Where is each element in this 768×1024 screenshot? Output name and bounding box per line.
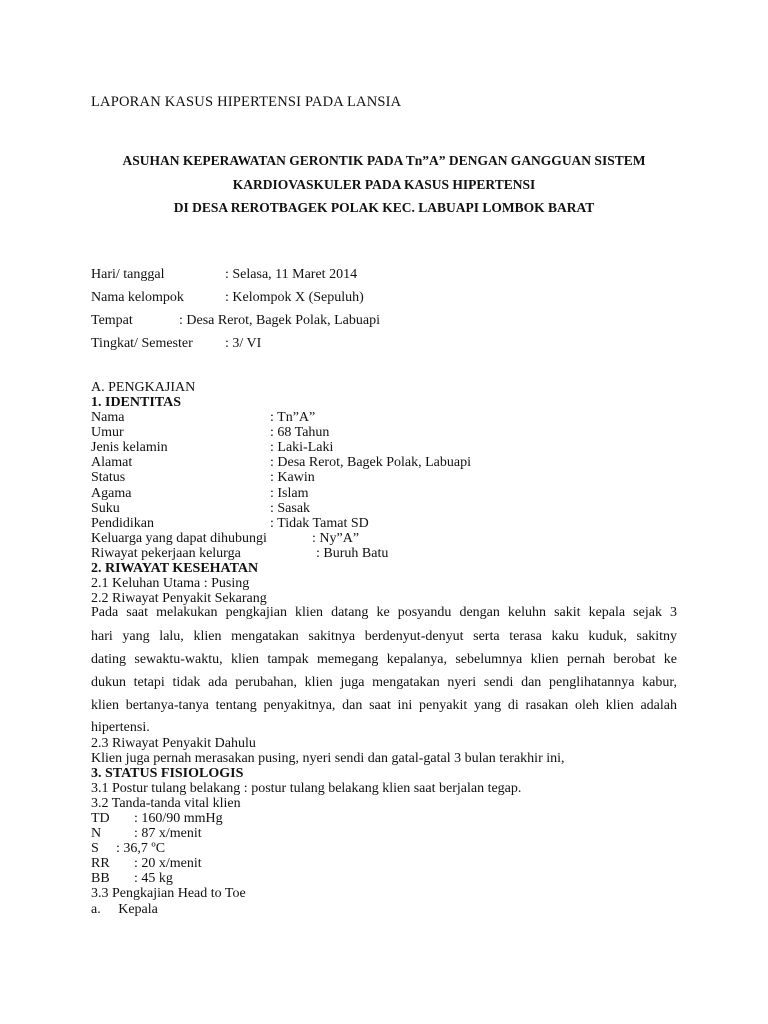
- row-value: : 68 Tahun: [270, 425, 330, 440]
- row-label: Suku: [91, 501, 120, 516]
- vital-label: N: [91, 826, 102, 841]
- vital-label: TD: [91, 811, 110, 826]
- row-value: : Kawin: [270, 470, 315, 485]
- section-a-heading: A. PENGKAJIAN: [91, 380, 196, 395]
- row-value: : Tidak Tamat SD: [270, 516, 369, 531]
- subtitle-line-1: ASUHAN KEPERAWATAN GERONTIK PADA Tn”A” DENGAN GANGGUAN SISTEM: [122, 153, 646, 168]
- vital-value: : 20 x/menit: [134, 856, 202, 871]
- row-value: : Buruh Batu: [316, 546, 389, 561]
- row-label: Umur: [91, 425, 124, 440]
- meta-label: Nama kelompok: [91, 290, 184, 305]
- riwayat-sekarang-heading: 2.2 Riwayat Penyakit Sekarang: [91, 591, 267, 606]
- meta-label: Hari/ tanggal: [91, 267, 165, 282]
- meta-label: Tingkat/ Semester: [91, 336, 193, 351]
- riwayat-dahulu-heading: 2.3 Riwayat Penyakit Dahulu: [91, 736, 256, 751]
- row-label: Pendidikan: [91, 516, 154, 531]
- row-label: Keluarga yang dapat dihubungi: [91, 531, 267, 546]
- kepala-item: a. Kepala: [91, 902, 158, 917]
- vital-label: BB: [91, 871, 110, 886]
- meta-value: : Kelompok X (Sepuluh): [225, 290, 364, 305]
- meta-label: Tempat: [91, 313, 133, 328]
- paragraph-last-line: hipertensi.: [91, 720, 150, 735]
- vital-value: : 45 kg: [134, 871, 173, 886]
- head-to-toe-heading: 3.3 Pengkajian Head to Toe: [91, 886, 246, 901]
- row-value: : Tn”A”: [270, 410, 316, 425]
- row-value: : Desa Rerot, Bagek Polak, Labuapi: [270, 455, 472, 470]
- row-label: Agama: [91, 486, 132, 501]
- row-label: Status: [91, 470, 126, 485]
- vital-value: : 87 x/menit: [134, 826, 202, 841]
- meta-value: : Desa Rerot, Bagek Polak, Labuapi: [179, 313, 381, 328]
- paragraph-line: hari yang lalu, klien mengatakan sakitnya berdenyut-denyut serta terasa kaku kuduk, sakitny: [91, 629, 677, 644]
- keluhan-utama: 2.1 Keluhan Utama : Pusing: [91, 576, 250, 591]
- vital-label: S: [91, 841, 99, 856]
- row-label: Jenis kelamin: [91, 440, 168, 455]
- report-title: LAPORAN KASUS HIPERTENSI PADA LANSIA: [91, 94, 402, 110]
- riwayat-dahulu-text: Klien juga pernah merasakan pusing, nyeri sendi dan gatal-gatal 3 bulan terakhir ini,: [91, 751, 565, 766]
- row-value: : Ny”A”: [312, 531, 360, 546]
- row-label: Riwayat pekerjaan kelurga: [91, 546, 241, 561]
- riwayat-heading: 2. RIWAYAT KESEHATAN: [91, 561, 259, 576]
- row-label: Nama: [91, 410, 125, 425]
- meta-value: : Selasa, 11 Maret 2014: [225, 267, 358, 282]
- subtitle-line-2: KARDIOVASKULER PADA KASUS HIPERTENSI: [232, 177, 536, 192]
- fisiologis-heading: 3. STATUS FISIOLOGIS: [91, 766, 244, 781]
- row-label: Alamat: [91, 455, 133, 470]
- vital-label: RR: [91, 856, 110, 871]
- identitas-heading: 1. IDENTITAS: [91, 395, 181, 410]
- paragraph-line: dukun tetapi tidak ada perubahan, klien juga mengatakan nyeri sendi dan penglihatannya kabur,: [91, 675, 677, 690]
- vital-value: : 160/90 mmHg: [134, 811, 223, 826]
- row-value: : Sasak: [270, 501, 311, 516]
- row-value: : Laki-Laki: [270, 440, 334, 455]
- paragraph-line: klien bertanya-tanya tentang penyakitnya, dan saat ini penyakit yang di rasakan oleh klien adalah: [91, 698, 677, 713]
- ttv-heading: 3.2 Tanda-tanda vital klien: [91, 796, 241, 811]
- subtitle-line-3: DI DESA REROTBAGEK POLAK KEC. LABUAPI LOMBOK BARAT: [173, 200, 595, 215]
- vital-value: : 36,7 ºC: [116, 841, 166, 856]
- postur-text: 3.1 Postur tulang belakang : postur tulang belakang klien saat berjalan tegap.: [91, 781, 522, 796]
- row-value: : Islam: [270, 486, 309, 501]
- meta-value: : 3/ VI: [225, 336, 262, 351]
- paragraph-line: Pada saat melakukan pengkajian klien datang ke posyandu dengan keluhn sakit kepala sejak 3: [91, 605, 677, 620]
- paragraph-line: dating sewaktu-waktu, klien tampak memegang kepalanya, sebelumnya klien pernah berobat ke: [91, 652, 677, 667]
